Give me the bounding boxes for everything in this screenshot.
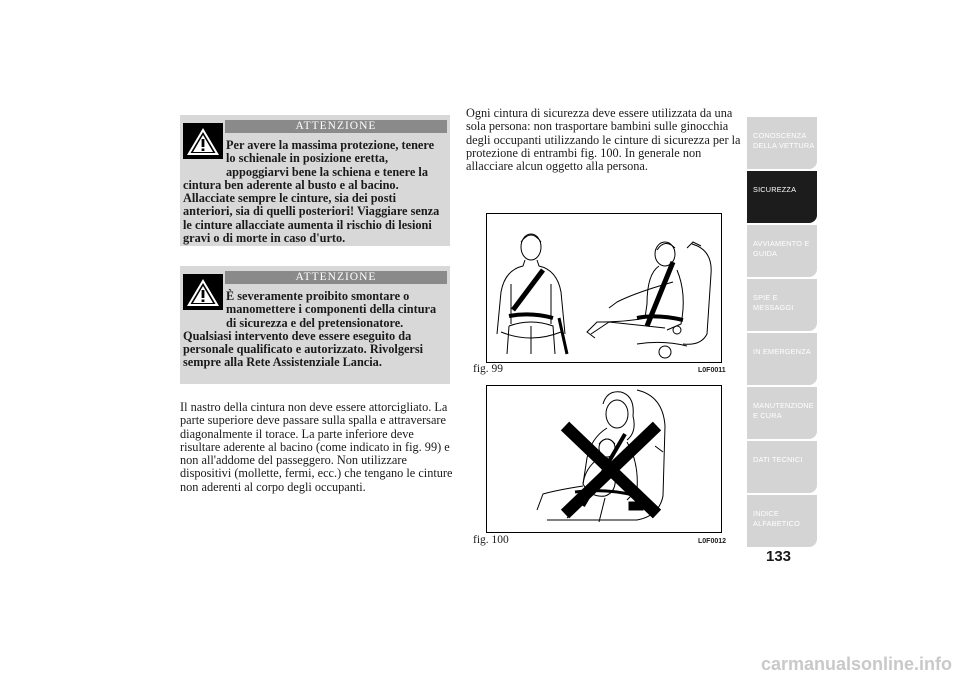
warning-heading: ATTENZIONE <box>225 271 447 284</box>
warning-text <box>183 139 446 245</box>
tab-dati-tecnici[interactable]: DATI TECNICI <box>747 441 817 493</box>
tab-indice-alfabetico[interactable]: INDICE ALFABETICO <box>747 495 817 547</box>
warning-text-rest: cintura di sicurezza e del pretensionatore. Qualsiasi intervento deve essere eseguito da personale qualificato e autorizzato. Rivolgersi sempre alla Rete Assistenziale Lancia. <box>183 302 437 370</box>
figure-100-seatbelt-incorrect <box>486 385 722 533</box>
figure-caption: fig. 99 <box>473 363 504 375</box>
warning-box-1 <box>180 115 450 246</box>
tab-in-emergenza[interactable]: IN EMERGENZA <box>747 333 817 385</box>
page-number: 133 <box>766 548 792 565</box>
warning-text-lead: Per avere la massima protezione, tenere lo schienale in posizione <box>226 138 435 166</box>
figure-code: L0F0011 <box>698 367 726 374</box>
tab-avviamento-e-guida[interactable]: AVVIAMENTO E GUIDA <box>747 225 817 277</box>
body-text-left: Il nastro della cintura non deve essere attorcigliato. La parte superiore deve passare sulla spalla e attraversare diagonalmente il torace. La parte inferiore deve risultare aderente al bacino (come indicato in fig. 99) e non all'addome del passeggero. Non utilizzare dispositivi (mollette, fermi, ecc.) che tengano le cinture non aderenti al corpo degli occupanti. <box>180 400 453 494</box>
tab-spie-e-messaggi[interactable]: SPIE E MESSAGGI <box>747 279 817 331</box>
warning-text-lead: È severamente proibito smontare o manomettere i componenti della <box>226 289 410 317</box>
figure-code: L0F0012 <box>698 538 727 545</box>
warning-heading: ATTENZIONE <box>225 120 447 133</box>
warning-text-rest: eretta, appoggiarvi bene la schiena e tenere la cintura ben aderente al busto e al bacino. Allacciate sempre le cinture, sia dei posti anteriori, sia di quelli posteriori! Viaggiare senza le cinture allacciate aumenta il rischio di lesioni gravi o di morte in caso d'urto. <box>183 151 440 246</box>
tab-conoscenza-della-vettura[interactable]: CONOSCENZA DELLA VETTURA <box>747 117 817 169</box>
warning-box-2 <box>180 266 450 384</box>
figure-99-seatbelt-correct <box>486 213 722 363</box>
tab-sicurezza[interactable]: SICUREZZA <box>747 171 817 223</box>
chapter-sidebar <box>747 117 817 549</box>
warning-text <box>183 290 446 370</box>
footer-watermark: carmanualsonline.info <box>760 654 952 674</box>
body-text-right: Ogni cintura di sicurezza deve essere utilizzata da una sola persona: non trasportare bambini sulle ginocchia degli occupanti utilizzando le cinture di sicurezza per la protezione di entrambi fig. 100. In generale non allacciare alcun oggetto alla persona. <box>466 106 741 174</box>
figure-caption: fig. 100 <box>473 534 509 546</box>
tab-manutenzione-e-cura[interactable]: MANUTENZIONE E CURA <box>747 387 817 439</box>
